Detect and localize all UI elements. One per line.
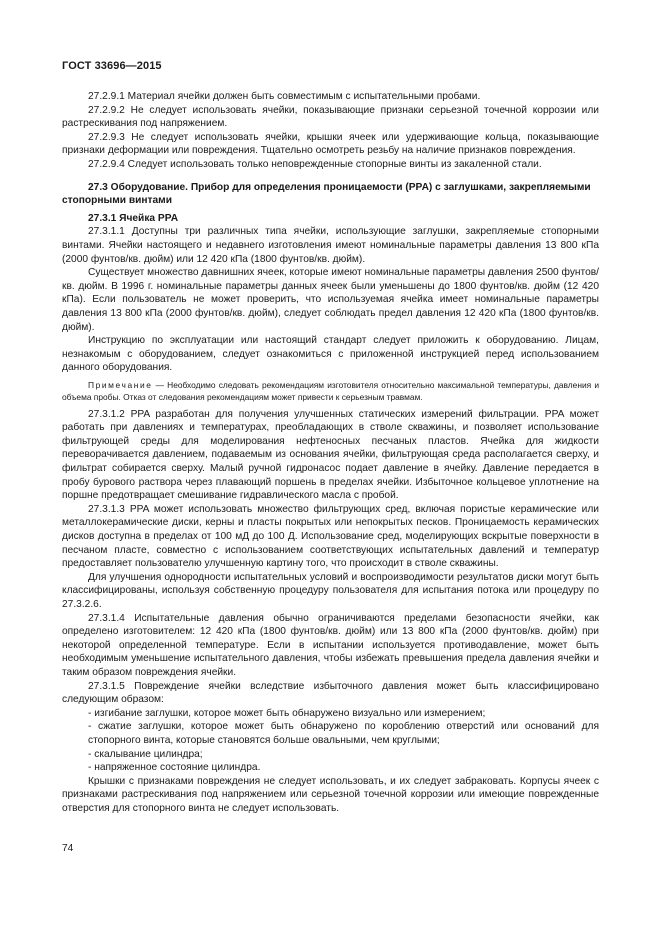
- page-number: 74: [62, 843, 74, 854]
- paragraph-27-3-1-1: 27.3.1.1 Доступны три различных типа ячейки, использующие заглушки, закрепляемые стопорными винтами. Ячейки настоящего и недавнего изготовления имеют номинальные параметры давления 13 800 кПа (2000 фунтов/кв. дюйм) или 12 420 кПа (1800 фунтов/кв. дюйм).: [62, 226, 599, 265]
- paragraph-27-3-1-2: 27.3.1.2 PPA разработан для получения улучшенных статических измерений фильтрации. PPA может работать при давлениях и температурах, преобладающих в стволе скважины, и позволяет использование фильтрующей среды для моделирования нефтеносных песчаных пластов. Ячейка для жидкости переворачивается давлением, подаваемым из основания ячейки, фильтрующая среда располагается сверху, и фильтрат собирается сверху. Малый ручной гидронасос подает давление в ячейку. Давление передается в пробу бурового раствора через плавающий поршень в пределах ячейки. Избыточное кольцевое уплотнение на поршне предотвращает смешивание гидравлического масла с пробой.: [62, 408, 599, 502]
- list-item: - сжатие заглушки, которое может быть обнаружено по короблению отверстий или оснований для стопорного винта, которые становятся больше овальными, чем круглыми;: [88, 721, 599, 746]
- paragraph-27-2-9-1: 27.2.9.1 Материал ячейки должен быть совместимым с испытательными пробами.: [88, 91, 481, 102]
- note-label: Примечание: [88, 379, 153, 390]
- document-body: [62, 90, 599, 816]
- paragraph-instructions: Инструкцию по эксплуатации или настоящий стандарт следует приложить к оборудованию. Лицам, незнакомым с оборудованием, следует ознакомиться с приложенной инструкцией перед использованием данного оборудования.: [62, 335, 599, 374]
- spacer: [62, 172, 599, 181]
- document-header: ГОСТ 33696—2015: [62, 60, 162, 72]
- paragraph-27-3-1-4: 27.3.1.4 Испытательные давления обычно ограничиваются пределами безопасности ячейки, как определено изготовителем: 12 420 кПа (1800 фунтов/кв. дюйм) или 13 800 кПа (2000 фунтов/кв. дюйм) при некоторой определенной температуре. Если в испытании используется противодавление, может быть необходимым уменьшение испытательного давления, чтобы избежать превышения предела давления ячейки и таким образом повреждения ячейки.: [62, 612, 599, 678]
- paragraph-covers: Крышки с признаками повреждения не следует использовать, и их следует забраковать. Корпусы ячеек с признаками растрескивания под напряжением или серьезной точечной коррозии или имеющие поврежденные отверстия для стопорного винта не следует использовать.: [62, 775, 599, 814]
- note-text: — Необходимо следовать рекомендациям изготовителя относительно максимальной температуры, давления и объема пробы. Отказ от следования рекомендациям может привести к серьезным травмам.: [62, 379, 599, 403]
- list-item: - изгибание заглушки, которое может быть обнаружено визуально или измерением;: [88, 707, 486, 719]
- paragraph-27-3-1-3: 27.3.1.3 PPA может использовать множество фильтрующих сред, включая пористые керамические или металлокерамические диски, керны и пласты покрытых или непокрытых песков. Проницаемость керамических дисков доступна в пределах от 100 мД до 100 Д. Использование сред, моделирующих вскрытые поверхности в песчаном пласте, совместно с использованием соответствующих испытательных давлений и температур предоставляет пользователю улучшенную картину того, что происходит в стволе скважины.: [62, 503, 599, 570]
- paragraph-27-2-9-4: 27.2.9.4 Следует использовать только неповрежденные стопорные винты из закаленной стали.: [88, 158, 542, 170]
- paragraph-27-3-1-5: 27.3.1.5 Повреждение ячейки вследствие избыточного давления может быть классифицировано следующим образом:: [62, 680, 599, 706]
- paragraph-uniformity: Для улучшения однородности испытательных условий и воспроизводимости результатов диски могут быть классифицированы, используя собственную процедуру пользователя для испытания потока или процедуру по 27.3.2.6.: [62, 571, 599, 610]
- paragraph-existing-cells: Существует множество давнишних ячеек, которые имеют номинальные параметры давления 2500 фунтов/кв. дюйм. В 1996 г. номинальные параметры данных ячеек были уменьшены до 1800 фунтов/кв. дюйм (12 420 кПа). Если пользователь не может проверить, что используемая ячейка имеет номинальные параметры давления 13 800 кПа (2000 фунтов/кв. дюйм), следует соблюдать предел давления 12 420 кПа (1800 фунтов/кв. дюйм).: [62, 267, 599, 333]
- list-item: - скалывание цилиндра;: [88, 748, 203, 760]
- paragraph-27-2-9-2: 27.2.9.2 Не следует использовать ячейки, показывающие признаки серьезной точечной коррозии или растрескивания под напряжением.: [62, 104, 599, 130]
- list-item: - напряженное состояние цилиндра.: [88, 762, 261, 774]
- note-paragraph: [62, 379, 599, 404]
- subsection-heading-27-3-1: 27.3.1 Ячейка PPA: [88, 212, 179, 224]
- paragraph-27-2-9-3: 27.2.9.3 Не следует использовать ячейки, крышки ячеек или удерживающие кольца, показывающие признаки деформации или повреждения. Тщательно осмотреть резьбу на наличие признаков повреждения.: [62, 131, 599, 157]
- section-heading-27-3: 27.3 Оборудование. Прибор для определения проницаемости (PPA) с заглушками, закрепляемыми стопорными винтами: [62, 181, 591, 207]
